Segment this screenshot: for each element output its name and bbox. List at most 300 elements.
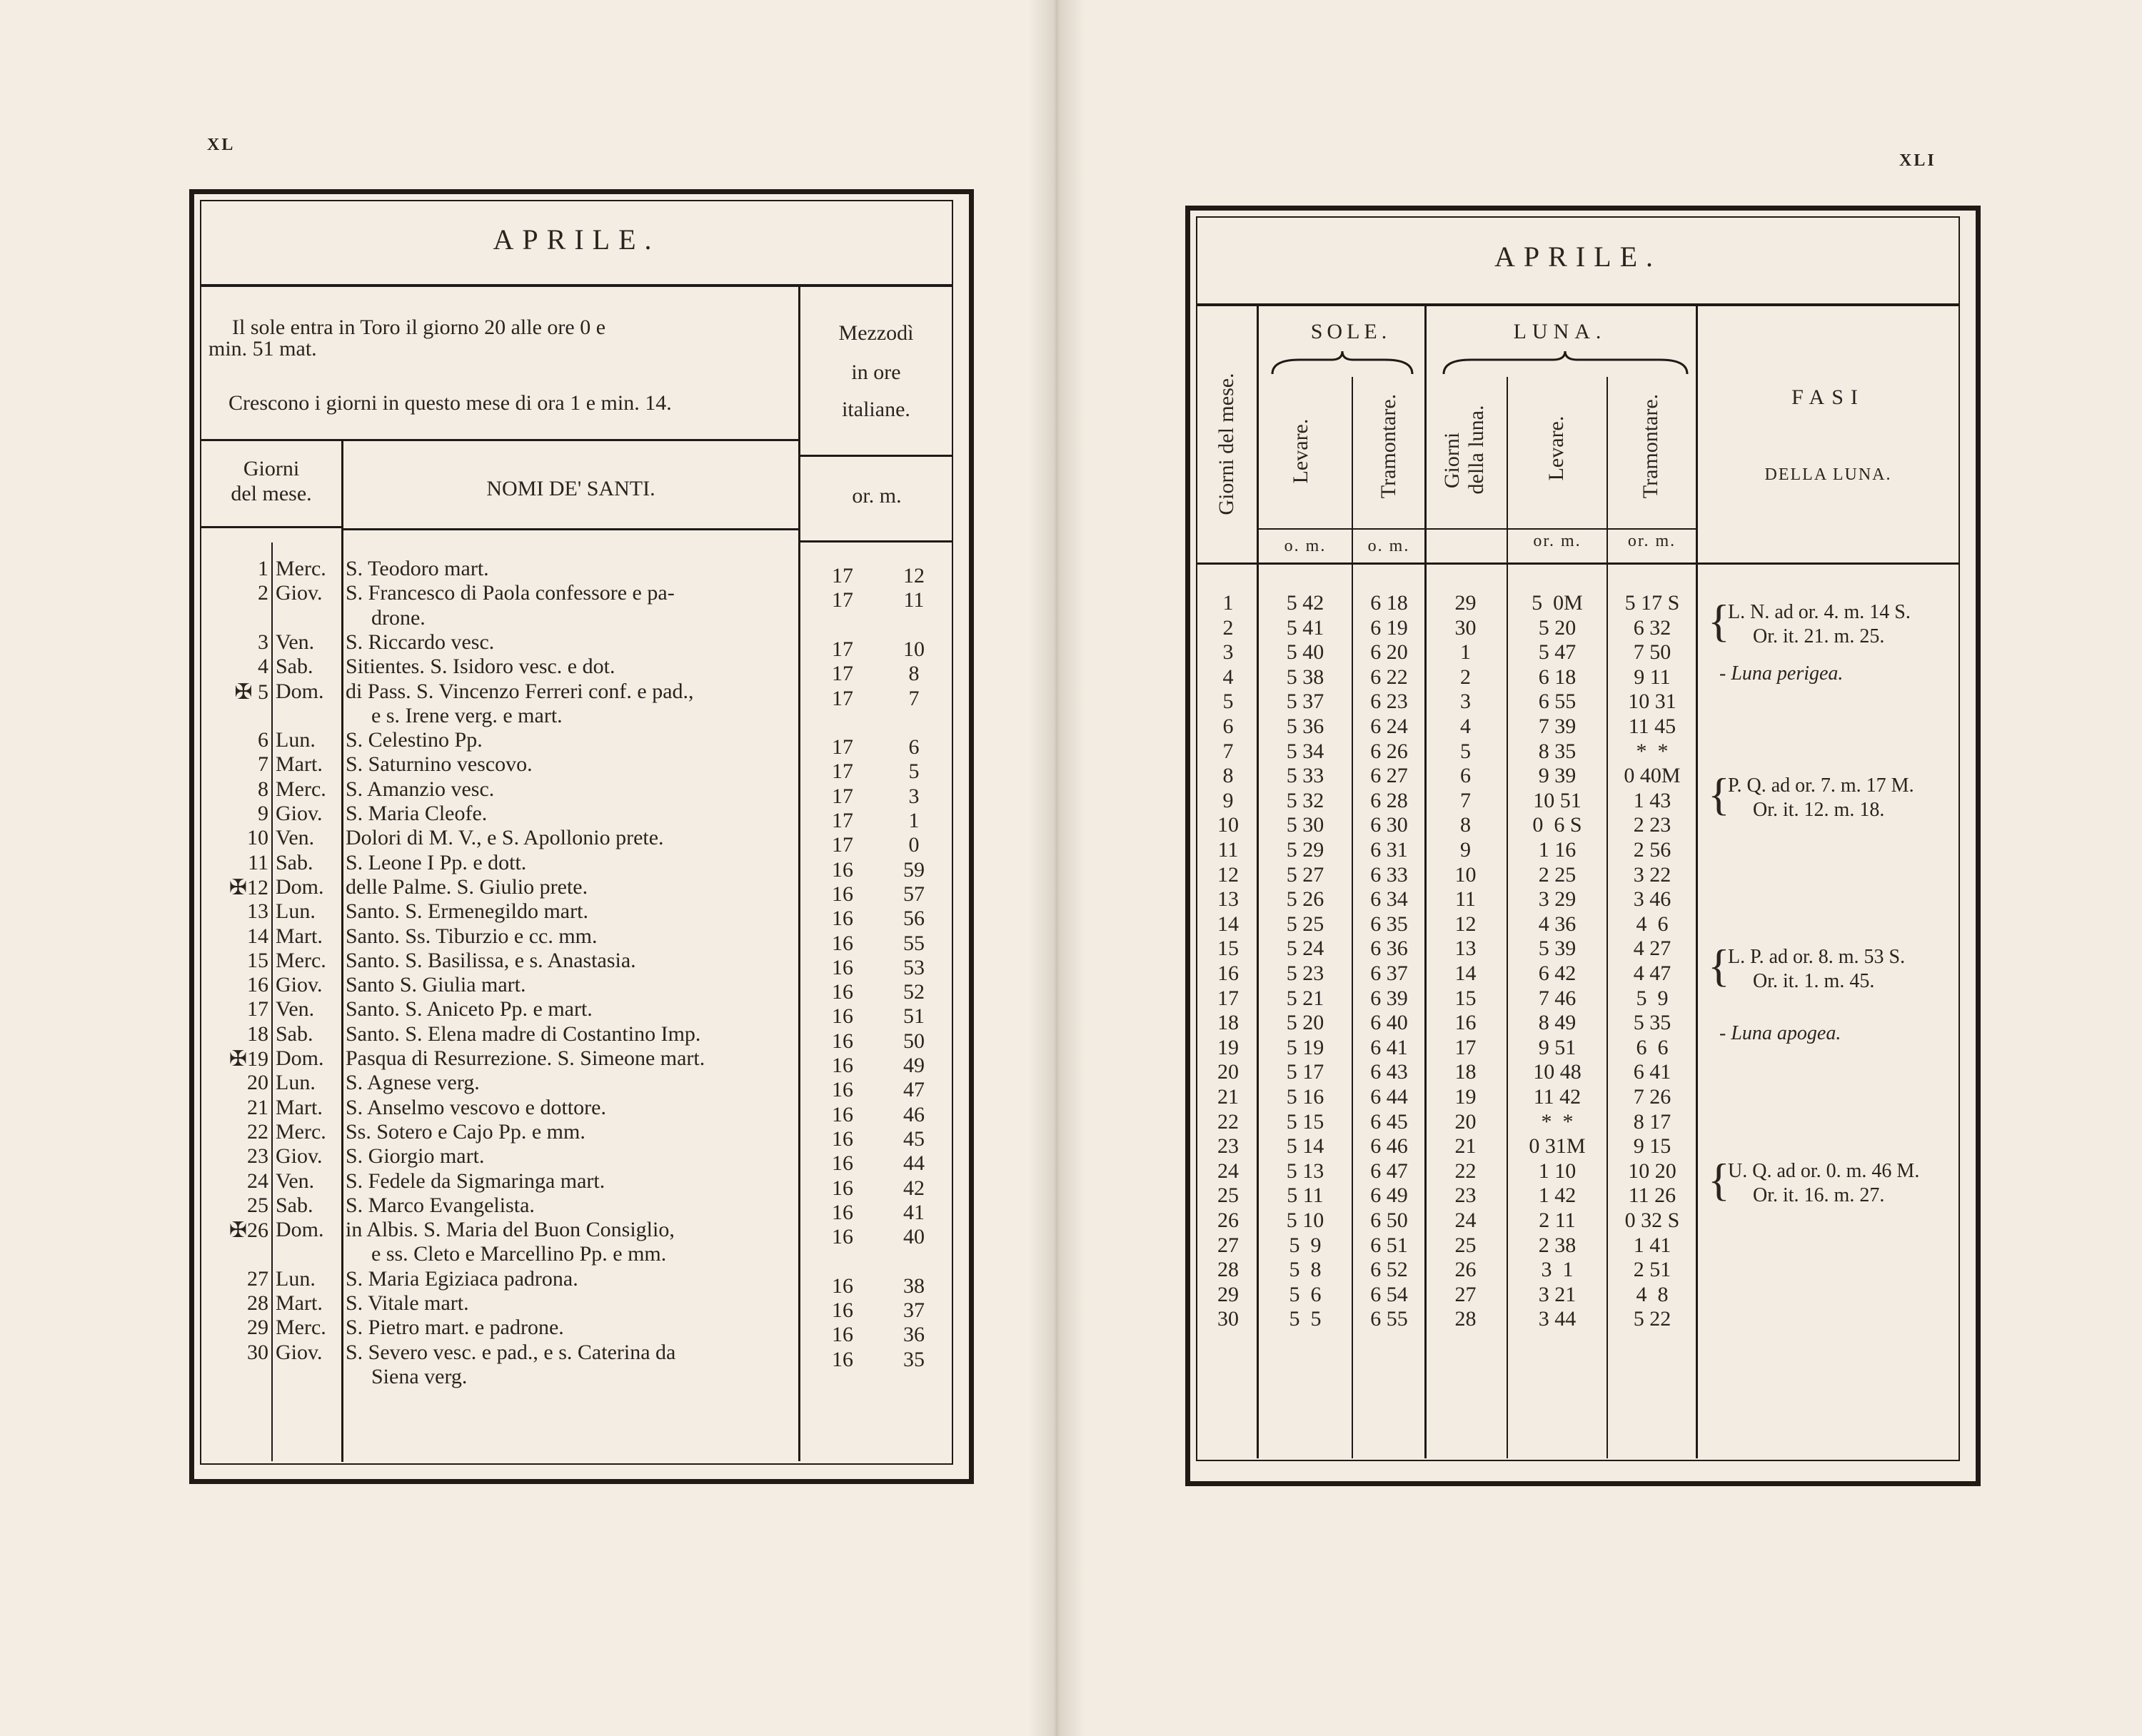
mezzodi-3: italiane. [842, 398, 910, 421]
moon-set: 4 47 [1633, 962, 1671, 985]
moon-set: 5 17 S [1624, 591, 1680, 615]
sun-rise: 5 6 [1289, 1282, 1322, 1306]
weekday: Ven. [276, 997, 315, 1021]
sun-set: 6 20 [1370, 640, 1408, 665]
weekday: Merc. [276, 557, 326, 580]
noon-minute: 38 [903, 1273, 925, 1298]
weekday: Giov. [276, 973, 323, 997]
mezzodi-1: Mezzodì [838, 321, 914, 345]
right-rule-units-top [1259, 528, 1696, 530]
noon-minute: 35 [903, 1347, 925, 1371]
left-vrule-times [798, 287, 800, 1461]
mese-day: 19 [1217, 1035, 1239, 1059]
fasi-heading: FASI [1791, 385, 1865, 409]
noon-minute: 47 [903, 1078, 925, 1102]
phase-note: - Luna perigea. [1719, 662, 1844, 685]
moon-age: 29 [1454, 591, 1477, 615]
noon-hour: 17 [832, 686, 853, 710]
moon-set: * * [1636, 739, 1669, 763]
moon-set: 4 8 [1636, 1282, 1669, 1306]
sun-rise: 5 8 [1289, 1258, 1322, 1282]
moon-set: 3 22 [1633, 862, 1671, 887]
weekday: Dom. [276, 1046, 324, 1070]
saint-name: S. Teodoro mart. [346, 557, 489, 580]
sole-brace [1271, 350, 1414, 378]
noon-minute: 5 [908, 760, 920, 784]
noon-minute: 49 [903, 1054, 925, 1077]
mese-day: 4 [1222, 665, 1234, 689]
day-number: ✠19 [228, 1047, 268, 1071]
moon-age: 23 [1454, 1184, 1477, 1208]
weekday: Sab. [276, 850, 313, 874]
saint-name: di Pass. S. Vincenzo Ferreri conf. e pad., [346, 679, 694, 703]
saint-name: S. Leone I Pp. e dott. [346, 850, 527, 874]
right-giorni-luna-2: della luna. [1464, 405, 1488, 495]
phase-line2: Or. it. 12. m. 18. [1753, 799, 1885, 821]
sun-set: 6 50 [1370, 1208, 1408, 1232]
mese-day: 23 [1217, 1134, 1239, 1159]
day-number: 10 [247, 826, 268, 850]
saint-name: S. Giorgio mart. [346, 1144, 485, 1169]
moon-rise: 8 49 [1538, 1011, 1577, 1035]
noon-hour: 16 [832, 1298, 853, 1322]
saint-name: Dolori di M. V., e S. Apollonio prete. [346, 826, 664, 850]
moon-age: 8 [1460, 813, 1471, 837]
noon-minute: 46 [903, 1102, 925, 1126]
day-number: 9 [258, 802, 268, 825]
noon-hour: 16 [832, 980, 853, 1004]
noon-minute: 3 [908, 784, 920, 808]
moon-rise: 0 6 S [1532, 813, 1582, 837]
phase-line2: Or. it. 21. m. 25. [1753, 625, 1885, 647]
saint-name: S. Francesco di Paola confessore e pa- [346, 581, 675, 605]
noon-hour: 17 [832, 588, 853, 612]
sun-rise: 5 23 [1286, 962, 1324, 985]
noon-minute: 44 [903, 1151, 925, 1176]
phase-brace: { [1708, 769, 1730, 819]
noon-minute: 11 [903, 588, 925, 612]
moon-age: 14 [1454, 962, 1477, 985]
noon-hour: 16 [832, 931, 853, 955]
mese-day: 17 [1217, 986, 1239, 1010]
moon-rise: 5 39 [1538, 937, 1577, 961]
day-number: 27 [247, 1266, 268, 1291]
moon-rise: 9 51 [1538, 1035, 1577, 1059]
day-number: 23 [247, 1144, 268, 1169]
moon-set: 2 56 [1633, 838, 1671, 862]
moon-age: 9 [1460, 838, 1471, 862]
mese-day: 21 [1217, 1085, 1239, 1109]
left-rule-head-c [800, 540, 953, 542]
day-number: 28 [247, 1291, 268, 1315]
day-number: ✠12 [228, 875, 268, 899]
day-number: 1 [258, 557, 268, 580]
weekday: Ven. [276, 826, 315, 850]
moon-set: 8 17 [1633, 1109, 1671, 1134]
day-number: 2 [258, 581, 268, 605]
mese-day: 7 [1222, 739, 1234, 763]
sun-set: 6 41 [1370, 1035, 1408, 1059]
phase-brace: { [1708, 940, 1730, 991]
moon-set: 5 22 [1633, 1307, 1671, 1331]
noon-hour: 16 [832, 1029, 853, 1053]
weekday: Merc. [276, 1119, 326, 1144]
moon-age: 4 [1460, 715, 1471, 738]
saint-name: Santo. S. Basilissa, e s. Anastasia. [346, 948, 636, 972]
weekday: Sab. [276, 1193, 313, 1217]
left-rule-head-b [343, 528, 798, 530]
saint-name: Santo. S. Elena madre di Costantino Imp. [346, 1021, 701, 1046]
saint-name: S. Pietro mart. e padrone. [346, 1316, 564, 1340]
mese-day: 6 [1222, 715, 1234, 738]
weekday: Dom. [276, 1218, 324, 1242]
weekday: Mart. [276, 1095, 323, 1119]
sun-rise: 5 40 [1286, 640, 1324, 665]
sun-rise: 5 30 [1286, 813, 1324, 837]
noon-minute: 1 [908, 809, 920, 832]
mese-day: 27 [1217, 1233, 1239, 1257]
phase-line1: P. Q. ad or. 7. m. 17 M. [1728, 774, 1914, 797]
moon-age: 12 [1454, 912, 1477, 936]
noon-minute: 57 [903, 882, 925, 906]
moon-set: 10 31 [1628, 690, 1676, 714]
day-number: 20 [247, 1071, 268, 1095]
saint-name: S. Amanzio vesc. [346, 777, 495, 801]
left-title: APRILE. [493, 223, 660, 256]
sun-rise: 5 36 [1286, 715, 1324, 738]
moon-rise: 2 25 [1538, 862, 1577, 887]
day-number: 8 [258, 777, 268, 801]
sun-set: 6 52 [1370, 1258, 1408, 1282]
weekday: Merc. [276, 1316, 326, 1340]
moon-age: 7 [1460, 788, 1471, 812]
moon-rise: 2 38 [1538, 1233, 1577, 1257]
noon-hour: 16 [832, 1225, 853, 1249]
day-number: 6 [258, 728, 268, 752]
weekday: Ven. [276, 630, 315, 654]
sun-set: 6 35 [1370, 912, 1408, 936]
moon-rise: 6 18 [1538, 665, 1577, 689]
moon-set: 6 6 [1636, 1035, 1669, 1059]
noon-hour: 16 [832, 1200, 853, 1224]
moon-set: 3 46 [1633, 887, 1671, 912]
sun-rise: 5 24 [1286, 937, 1324, 961]
noon-hour: 16 [832, 1078, 853, 1102]
saint-name: S. Celestino Pp. [346, 728, 483, 752]
right-levare: Levare. [1289, 418, 1312, 484]
sun-set: 6 23 [1370, 690, 1408, 714]
book-gutter [1028, 0, 1085, 1736]
noon-hour: 16 [832, 1273, 853, 1298]
sun-rise: 5 13 [1286, 1159, 1324, 1183]
phase-line2: Or. it. 1. m. 45. [1753, 970, 1875, 992]
weekday: Giov. [276, 1144, 323, 1169]
weekday: Dom. [276, 874, 324, 899]
moon-set: 1 43 [1633, 788, 1671, 812]
right-rule-title [1196, 303, 1960, 306]
moon-set: 5 9 [1636, 986, 1669, 1010]
left-rule-mezzodi [800, 455, 953, 457]
mese-day: 12 [1217, 862, 1239, 887]
moon-rise: 7 39 [1538, 715, 1577, 738]
phase-line1: L. P. ad or. 8. m. 53 S. [1728, 946, 1906, 968]
sun-rise: 5 14 [1286, 1134, 1324, 1159]
mese-day: 18 [1217, 1011, 1239, 1035]
noon-hour: 16 [832, 955, 853, 979]
moon-rise: 3 29 [1538, 887, 1577, 912]
left-vrule-days [341, 441, 343, 1462]
noon-minute: 45 [903, 1126, 925, 1151]
right-giorni-luna-1: Giorni [1440, 432, 1464, 489]
moon-rise: 10 48 [1533, 1060, 1582, 1084]
moon-rise: * * [1541, 1109, 1574, 1134]
noon-hour: 16 [832, 1151, 853, 1176]
saint-name: e s. Irene verg. e mart. [371, 703, 563, 727]
della-luna-heading: DELLA LUNA. [1764, 465, 1892, 484]
noon-minute: 53 [903, 955, 925, 979]
moon-set: 0 40M [1624, 764, 1681, 788]
right-vrule-3 [1424, 306, 1427, 1458]
moon-rise: 1 16 [1538, 838, 1577, 862]
right-tramontare2: Tramontare. [1639, 393, 1662, 499]
day-number: ✠26 [228, 1218, 268, 1243]
left-rule-intro [200, 439, 798, 441]
sun-set: 6 47 [1370, 1159, 1408, 1183]
mese-day: 22 [1217, 1109, 1239, 1134]
sun-set: 6 54 [1370, 1282, 1408, 1306]
sun-rise: 5 19 [1286, 1035, 1324, 1059]
weekday: Mart. [276, 1291, 323, 1315]
saint-name: S. Agnese verg. [346, 1071, 480, 1095]
sun-set: 6 18 [1370, 591, 1408, 615]
mese-day: 1 [1222, 591, 1234, 615]
moon-age: 6 [1460, 764, 1471, 788]
noon-minute: 42 [903, 1176, 925, 1200]
sun-rise: 5 27 [1286, 862, 1324, 887]
moon-rise: 2 11 [1539, 1208, 1576, 1232]
saint-name: in Albis. S. Maria del Buon Consiglio, [346, 1218, 675, 1242]
moon-age: 2 [1460, 665, 1471, 689]
moon-age: 21 [1454, 1134, 1477, 1159]
day-number: 17 [247, 997, 268, 1021]
sun-set: 6 28 [1370, 788, 1408, 812]
right-vrule-1 [1257, 306, 1259, 1458]
mese-day: 10 [1217, 813, 1239, 837]
moon-rise: 6 42 [1538, 962, 1577, 985]
mese-day: 28 [1217, 1258, 1239, 1282]
sun-rise: 5 10 [1286, 1208, 1324, 1232]
mese-day: 26 [1217, 1208, 1239, 1232]
saint-name: Santo. Ss. Tiburzio e cc. mm. [346, 924, 598, 948]
saint-name: Santo. S. Aniceto Pp. e mart. [346, 997, 593, 1021]
day-number: 4 [258, 655, 268, 679]
noon-hour: 17 [832, 735, 853, 760]
sun-set: 6 36 [1370, 937, 1408, 961]
luna-brace [1442, 350, 1689, 378]
mese-day: 11 [1217, 838, 1239, 862]
moon-rise: 1 42 [1538, 1184, 1577, 1208]
noon-hour: 16 [832, 1323, 853, 1347]
moon-rise: 11 42 [1533, 1085, 1582, 1109]
moon-set: 9 11 [1634, 665, 1671, 689]
mese-day: 16 [1217, 962, 1239, 985]
moon-set: 7 26 [1633, 1085, 1671, 1109]
sun-set: 6 24 [1370, 715, 1408, 738]
noon-minute: 12 [903, 564, 925, 587]
day-number: 16 [247, 973, 268, 997]
right-giorni-mese: Giorni del mese. [1215, 373, 1238, 515]
day-number: 22 [247, 1119, 268, 1144]
moon-rise: 5 47 [1538, 640, 1577, 665]
sun-rise: 5 32 [1286, 788, 1324, 812]
phase-line1: L. N. ad or. 4. m. 14 S. [1728, 601, 1911, 623]
phase-brace: { [1708, 1154, 1730, 1205]
sole-heading: SOLE. [1310, 320, 1392, 343]
sun-rise: 5 37 [1286, 690, 1324, 714]
noon-minute: 50 [903, 1029, 925, 1053]
sun-set: 6 46 [1370, 1134, 1408, 1159]
saint-name: Sitientes. S. Isidoro vesc. e dot. [346, 655, 615, 679]
sun-rise: 5 20 [1286, 1011, 1324, 1035]
moon-set: 4 27 [1633, 937, 1671, 961]
moon-set: 5 35 [1633, 1011, 1671, 1035]
moon-set: 10 20 [1628, 1159, 1676, 1183]
weekday: Giov. [276, 802, 323, 825]
noon-minute: 7 [908, 686, 920, 710]
unit-luna-tram: or. m. [1627, 532, 1676, 550]
saint-name: delle Palme. S. Giulio prete. [346, 874, 588, 899]
left-folio: XL [207, 136, 236, 154]
day-number: 21 [247, 1095, 268, 1119]
mese-day: 14 [1217, 912, 1239, 936]
moon-set: 1 41 [1633, 1233, 1671, 1257]
weekday: Sab. [276, 1021, 313, 1046]
mese-day: 13 [1217, 887, 1239, 912]
sun-set: 6 26 [1370, 739, 1408, 763]
sun-rise: 5 34 [1286, 739, 1324, 763]
sun-set: 6 33 [1370, 862, 1408, 887]
day-number: 7 [258, 752, 268, 777]
saint-name: S. Severo vesc. e pad., e s. Caterina da [346, 1340, 676, 1364]
mese-day: 5 [1222, 690, 1234, 714]
sun-set: 6 39 [1370, 986, 1408, 1010]
moon-rise: 4 36 [1538, 912, 1577, 936]
moon-age: 5 [1460, 739, 1471, 763]
noon-hour: 16 [832, 1102, 853, 1126]
sun-set: 6 37 [1370, 962, 1408, 985]
sun-set: 6 51 [1370, 1233, 1408, 1257]
noon-minute: 59 [903, 857, 925, 882]
moon-age: 1 [1460, 640, 1471, 665]
col-giorni-2: del mese. [231, 482, 312, 505]
weekday: Sab. [276, 655, 313, 679]
sun-set: 6 22 [1370, 665, 1408, 689]
noon-hour: 17 [832, 662, 853, 686]
mese-day: 15 [1217, 937, 1239, 961]
moon-age: 30 [1454, 615, 1477, 640]
mese-day: 29 [1217, 1282, 1239, 1306]
noon-minute: 52 [903, 980, 925, 1004]
sun-rise: 5 26 [1286, 887, 1324, 912]
weekday: Lun. [276, 728, 316, 752]
phase-line1: U. Q. ad or. 0. m. 46 M. [1728, 1160, 1920, 1182]
moon-age: 26 [1454, 1258, 1477, 1282]
left-rule-head-a [200, 526, 341, 528]
noon-hour: 17 [832, 637, 853, 661]
saint-name: Ss. Sotero e Cajo Pp. e mm. [346, 1119, 585, 1144]
day-number: ✠ 5 [234, 680, 268, 704]
noon-minute: 40 [903, 1225, 925, 1249]
mese-day: 8 [1222, 764, 1234, 788]
luna-heading: LUNA. [1513, 320, 1607, 343]
noon-hour: 16 [832, 857, 853, 882]
mese-day: 20 [1217, 1060, 1239, 1084]
sun-rise: 5 21 [1286, 986, 1324, 1010]
moon-age: 19 [1454, 1085, 1477, 1109]
moon-set: 7 50 [1633, 640, 1671, 665]
weekday: Mart. [276, 752, 323, 777]
noon-hour: 17 [832, 809, 853, 832]
noon-minute: 0 [908, 833, 920, 857]
moon-age: 24 [1454, 1208, 1477, 1232]
moon-age: 22 [1454, 1159, 1477, 1183]
weekday: Lun. [276, 1071, 316, 1095]
saint-name: Santo S. Giulia mart. [346, 973, 526, 997]
moon-set: 6 41 [1633, 1060, 1671, 1084]
sun-rise: 5 38 [1286, 665, 1324, 689]
moon-age: 16 [1454, 1011, 1477, 1035]
sun-set: 6 55 [1370, 1307, 1408, 1331]
phase-note: - Luna apogea. [1719, 1022, 1841, 1044]
day-number: 3 [258, 630, 268, 654]
phase-brace: { [1708, 595, 1730, 646]
sun-rise: 5 17 [1286, 1060, 1324, 1084]
saint-name: e ss. Cleto e Marcellino Pp. e mm. [371, 1242, 667, 1266]
moon-rise: 5 0M [1532, 591, 1583, 615]
sun-rise: 5 42 [1286, 591, 1324, 615]
sun-rise: 5 29 [1286, 838, 1324, 862]
moon-rise: 3 1 [1541, 1258, 1574, 1282]
sun-set: 6 49 [1370, 1184, 1408, 1208]
sun-rise: 5 11 [1287, 1184, 1324, 1208]
moon-age: 10 [1454, 862, 1477, 887]
moon-age: 20 [1454, 1109, 1477, 1134]
saint-name: Siena verg. [371, 1364, 468, 1388]
moon-rise: 9 39 [1538, 764, 1577, 788]
left-vrule-num [271, 542, 273, 1461]
saint-name: S. Vitale mart. [346, 1291, 469, 1315]
moon-rise: 6 55 [1538, 690, 1577, 714]
day-number: 30 [247, 1340, 268, 1364]
saint-name: drone. [371, 605, 426, 630]
saint-name: S. Fedele da Sigmaringa mart. [346, 1169, 605, 1193]
sun-set: 6 40 [1370, 1011, 1408, 1035]
sun-set: 6 30 [1370, 813, 1408, 837]
sun-set: 6 44 [1370, 1085, 1408, 1109]
noon-hour: 16 [832, 882, 853, 906]
day-number: 18 [247, 1021, 268, 1046]
right-title: APRILE. [1494, 241, 1661, 273]
weekday: Mart. [276, 924, 323, 948]
day-number: 13 [247, 899, 268, 924]
weekday: Ven. [276, 1169, 315, 1193]
moon-age: 3 [1460, 690, 1471, 714]
sun-rise: 5 41 [1286, 615, 1324, 640]
sun-rise: 5 15 [1286, 1109, 1324, 1134]
noon-hour: 16 [832, 1126, 853, 1151]
moon-set: 4 6 [1636, 912, 1669, 936]
sun-rise: 5 9 [1289, 1233, 1322, 1257]
